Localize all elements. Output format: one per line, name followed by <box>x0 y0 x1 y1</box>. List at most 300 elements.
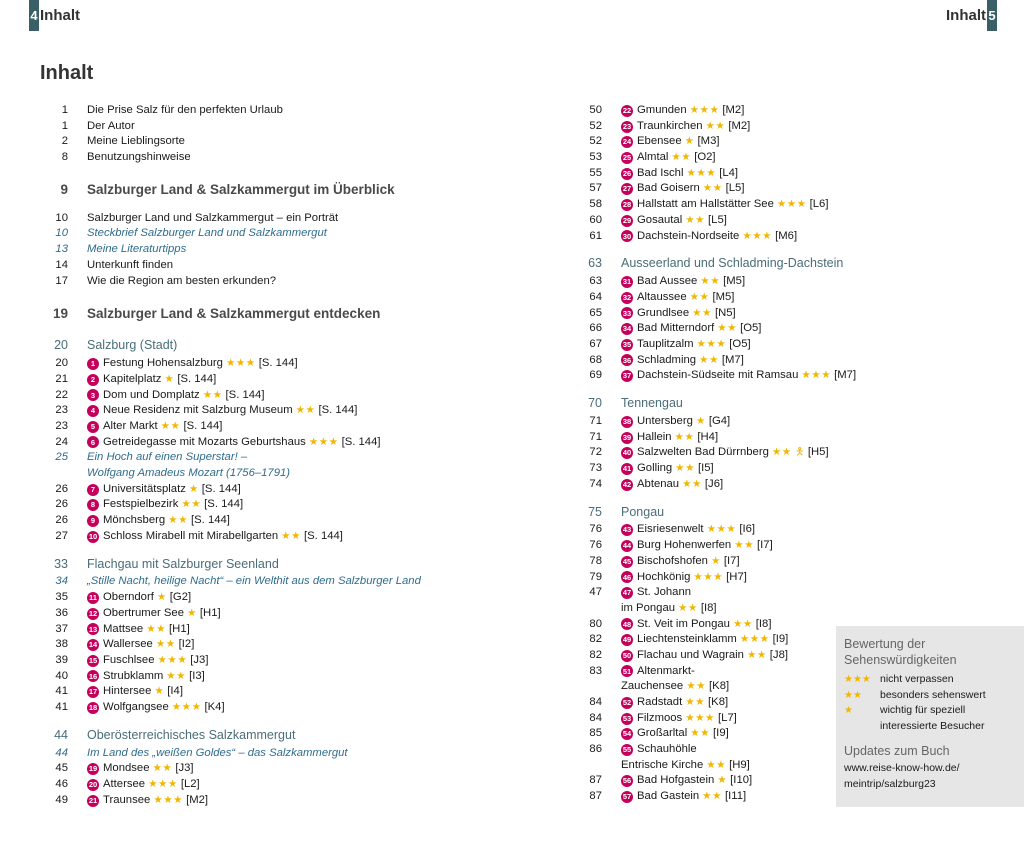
rating-stars: ★ <box>187 606 197 619</box>
sight-number-badge: 57 <box>622 792 632 802</box>
toc-entry[interactable] <box>574 197 856 213</box>
page-number: 66 <box>589 322 602 335</box>
toc-entry[interactable] <box>574 711 856 727</box>
map-reference: [S. 144] <box>318 404 358 417</box>
sight-number-badge: 8 <box>87 499 99 511</box>
map-reference: [I7] <box>757 539 773 552</box>
map-reference: [N5] <box>714 306 736 319</box>
map-reference: [J3] <box>190 653 209 666</box>
map-reference: [S. 144] <box>304 529 343 542</box>
sight-number-badge: 42 <box>622 479 632 489</box>
entry-title: Entrische Kirche <box>621 758 704 771</box>
map-reference: [L7] <box>717 711 737 724</box>
page-number: 84 <box>589 696 602 708</box>
legend-text: interessierte Besucher <box>880 719 985 732</box>
legend-stars: ★★ <box>844 689 862 701</box>
page-number: 76 <box>589 523 602 536</box>
toc-entry[interactable] <box>40 669 421 685</box>
running-header-right: Inhalt <box>946 7 986 24</box>
rating-stars: ★★ <box>295 404 316 417</box>
page-number: 67 <box>589 337 602 350</box>
page-number: 1 <box>61 119 68 132</box>
toc-entry[interactable] <box>574 321 856 337</box>
toc-entry[interactable] <box>40 637 421 653</box>
sight-number-badge: 39 <box>622 432 632 442</box>
section-heading[interactable] <box>40 336 421 356</box>
map-reference: [L5] <box>725 182 745 195</box>
toc-entry[interactable] <box>574 742 856 758</box>
rating-legend-box <box>836 626 1024 807</box>
toc-entry[interactable] <box>40 590 421 606</box>
entry-title: Benutzungshinweise <box>87 151 191 164</box>
sight-number-badge: 34 <box>622 324 632 334</box>
rating-stars: ★★ <box>674 430 695 443</box>
rating-stars: ★ <box>684 135 695 148</box>
rating-stars: ★★ <box>692 306 712 319</box>
section-heading[interactable] <box>40 726 421 746</box>
page-number: 80 <box>589 617 602 630</box>
map-reference: [M5] <box>712 290 735 303</box>
map-reference: [M6] <box>775 229 798 242</box>
rating-stars: ★★ <box>682 477 702 490</box>
toc-entry[interactable] <box>40 746 421 762</box>
entry-title: Schloss Mirabell mit Mirabellgarten <box>103 529 279 542</box>
page-number: 39 <box>55 653 68 666</box>
page-number: 53 <box>589 151 602 164</box>
entry-title: im Pongau <box>621 601 676 614</box>
rating-stars: ★★ <box>166 669 187 682</box>
sight-number-badge: 28 <box>622 200 632 210</box>
toc-entry[interactable] <box>574 522 856 538</box>
sight-number-badge: 7 <box>87 484 99 496</box>
rating-stars: ★★ <box>146 622 167 635</box>
toc-entry[interactable] <box>574 430 856 446</box>
toc-entry[interactable] <box>40 274 421 290</box>
page-number: 64 <box>589 290 602 303</box>
toc-entry[interactable] <box>40 388 421 404</box>
sight-number-badge: 46 <box>622 572 632 582</box>
section-heading[interactable] <box>40 554 421 574</box>
page-number: 82 <box>589 648 602 661</box>
page-number: 44 <box>54 727 68 742</box>
page-number: 71 <box>589 430 602 443</box>
toc-entry[interactable] <box>40 466 421 482</box>
page-number: 22 <box>55 388 68 401</box>
map-reference: [H9] <box>729 758 750 771</box>
entry-title: Traunsee <box>103 793 151 806</box>
map-reference: [I10] <box>730 774 753 787</box>
chapter-heading[interactable] <box>40 301 421 326</box>
legend-text: besonders sehenswert <box>880 688 986 701</box>
toc-entry[interactable] <box>574 414 856 430</box>
rating-stars: ★★★ <box>225 357 256 370</box>
entry-title: Oberndorf <box>103 591 154 604</box>
page-number: 21 <box>55 372 68 385</box>
entry-title: Dom und Domplatz <box>103 388 200 401</box>
updates-url-line1[interactable]: www.reise-know-how.de/ <box>844 762 960 774</box>
rating-stars: ★★★ <box>801 369 832 382</box>
sight-number-badge: 23 <box>622 121 632 131</box>
toc-entry[interactable] <box>574 664 856 680</box>
entry-title: Salzwelten Bad Dürrnberg <box>637 446 769 459</box>
map-reference: [I3] <box>189 669 205 682</box>
sight-number-badge: 38 <box>622 417 632 426</box>
entry-title: Burg Hohenwerfen <box>637 539 732 552</box>
rating-stars: ★★★ <box>693 570 724 583</box>
entry-title: Hochkönig <box>637 570 691 583</box>
page-number: 26 <box>55 498 68 511</box>
sight-number-badge: 19 <box>88 764 98 774</box>
toc-entry[interactable] <box>574 181 856 197</box>
toc-entry[interactable] <box>574 601 856 617</box>
entry-title: Bad Aussee <box>637 275 698 288</box>
page-number: 82 <box>589 633 602 646</box>
entry-title: St. Veit im Pongau <box>637 617 730 630</box>
map-reference: [M2] <box>186 793 209 806</box>
rating-stars: ★★ <box>706 758 727 771</box>
entry-title: Zauchensee <box>621 680 684 693</box>
sight-number-badge: 54 <box>622 729 632 739</box>
sight-number-badge: 24 <box>622 137 632 147</box>
map-reference: [S. 144] <box>258 357 298 370</box>
toc-entry[interactable] <box>574 150 856 166</box>
toc-entry[interactable] <box>40 700 421 716</box>
entry-title: Untersberg <box>637 415 693 427</box>
sight-number-badge: 29 <box>622 215 632 225</box>
entry-title: Wallersee <box>103 638 153 651</box>
rating-stars: ★★ <box>686 680 707 693</box>
toc-entry[interactable] <box>40 258 421 274</box>
map-reference: [I9] <box>772 633 789 646</box>
rating-stars: ★★★ <box>739 633 770 646</box>
rating-stars: ★★★ <box>685 711 715 724</box>
page-number: 13 <box>55 243 68 256</box>
sight-number-badge: 16 <box>88 671 98 681</box>
entry-title: Schauhöhle <box>637 743 697 756</box>
map-reference: [M5] <box>723 275 746 288</box>
toc-entry[interactable] <box>574 445 856 461</box>
rating-stars: ★★ <box>700 275 721 288</box>
toc-entry[interactable] <box>40 119 421 135</box>
entry-title: Filzmoos <box>637 711 683 724</box>
rating-stars: ★★★ <box>776 198 807 211</box>
map-reference: [K4] <box>204 700 225 713</box>
page-number: 84 <box>589 711 602 724</box>
entry-title: Getreidegasse mit Mozarts Geburtshaus <box>103 435 306 448</box>
rating-stars: ★★ <box>702 790 722 803</box>
toc-entry[interactable] <box>574 353 856 369</box>
page-number: 36 <box>55 606 68 619</box>
sight-number-badge: 5 <box>87 421 99 433</box>
sight-number-badge: 11 <box>87 592 99 604</box>
sight-number-badge: 49 <box>622 635 632 645</box>
toc-entry[interactable] <box>574 229 856 245</box>
toc-entry[interactable] <box>40 419 421 435</box>
map-reference: [K8] <box>708 696 729 708</box>
map-reference: [L6] <box>809 198 829 211</box>
entry-title: Attersee <box>103 778 146 790</box>
rating-stars: ★★ <box>690 727 711 740</box>
section-heading[interactable] <box>574 254 856 274</box>
page-number: 35 <box>55 591 68 604</box>
entry-title: Großarltal <box>637 727 688 740</box>
entry-title: Oberösterreichisches Salzkammergut <box>87 727 296 742</box>
toc-entry[interactable] <box>40 482 421 498</box>
toc-entry[interactable] <box>574 538 856 554</box>
map-reference: [I4] <box>167 685 183 698</box>
page-number: 86 <box>589 743 602 756</box>
page-number: 55 <box>589 166 602 179</box>
entry-title: „Stille Nacht, heilige Nacht“ – ein Welthit aus dem Salzburger Land <box>87 575 421 588</box>
entry-title: Salzburger Land & Salzkammergut im Überblick <box>87 182 395 198</box>
sight-number-badge: 3 <box>87 389 99 401</box>
toc-entry[interactable] <box>40 103 421 119</box>
toc-entry[interactable] <box>574 695 856 711</box>
toc-entry[interactable] <box>574 274 856 290</box>
map-reference: [J3] <box>175 762 194 775</box>
toc-entry[interactable] <box>574 617 856 633</box>
entry-title: Gmunden <box>637 104 687 116</box>
toc-entry[interactable] <box>40 777 421 793</box>
page-number: 63 <box>588 256 602 271</box>
map-reference: [O2] <box>694 151 716 164</box>
page-number: 14 <box>55 258 68 271</box>
map-reference: [L4] <box>719 166 739 179</box>
page-number: 10 <box>55 211 68 224</box>
page-number: 49 <box>55 793 68 806</box>
map-reference: [M7] <box>834 369 857 382</box>
toc-entry[interactable] <box>574 679 856 695</box>
page-number: 24 <box>55 435 68 448</box>
rating-stars: ★★ <box>168 514 188 527</box>
toc-entry[interactable] <box>40 574 421 590</box>
sight-number-badge: 2 <box>87 374 99 386</box>
rating-stars: ★★ <box>732 617 753 630</box>
entry-title: Radstadt <box>637 696 683 708</box>
page-number: 83 <box>589 664 602 677</box>
entry-title: Ein Hoch auf einen Superstar! – <box>87 451 248 464</box>
toc-entry[interactable] <box>40 513 421 529</box>
entry-title: Der Autor <box>87 119 135 132</box>
page-number: 44 <box>55 746 68 759</box>
page-number: 74 <box>589 477 602 490</box>
map-reference: [O5] <box>729 337 751 350</box>
toc-entry[interactable] <box>40 226 421 242</box>
toc-entry[interactable] <box>40 356 421 372</box>
entry-title: Ebensee <box>637 135 682 148</box>
toc-entry[interactable] <box>574 758 856 774</box>
page-number: 76 <box>589 539 602 552</box>
toc-entry[interactable] <box>574 134 856 150</box>
rating-stars: ★ <box>154 685 165 698</box>
sight-number-badge: 12 <box>88 608 98 618</box>
toc-entry[interactable] <box>574 477 856 493</box>
page-number: 10 <box>55 227 68 240</box>
toc-entry[interactable] <box>574 166 856 182</box>
sight-number-badge: 32 <box>622 292 632 302</box>
map-reference: [S. 144] <box>191 514 230 527</box>
toc-entry[interactable] <box>574 368 856 384</box>
page-title: Inhalt <box>40 62 94 84</box>
chapter-heading[interactable] <box>40 178 421 203</box>
toc-entry[interactable] <box>40 606 421 622</box>
map-reference: [I7] <box>723 554 740 567</box>
entry-title: Meine Literaturtipps <box>87 243 187 256</box>
legend-row <box>844 672 1016 688</box>
legend-stars <box>844 719 880 735</box>
toc-right-column <box>574 103 856 805</box>
toc-entry[interactable] <box>40 403 421 419</box>
entry-title: Mondsee <box>103 762 150 775</box>
rating-stars: ★★★ <box>148 778 178 790</box>
legend-title-line2: Sehenswürdigkeiten <box>844 653 957 667</box>
page-number: 38 <box>55 638 68 651</box>
legend-list <box>836 668 1024 734</box>
page-number: 41 <box>55 685 68 698</box>
page-number: 23 <box>55 404 68 417</box>
toc-entry[interactable] <box>574 726 856 742</box>
toc-entry[interactable] <box>574 461 856 477</box>
sight-number-badge: 6 <box>87 436 99 448</box>
map-reference: [S. 144] <box>177 372 217 385</box>
entry-title: Ausseerland und Schladming-Dachstein <box>621 256 844 271</box>
page-number: 45 <box>55 762 68 775</box>
toc-entry[interactable] <box>574 306 856 322</box>
entry-title: Traunkirchen <box>637 119 703 132</box>
rating-stars: ★★ <box>678 601 698 614</box>
page-number: 57 <box>589 182 602 195</box>
entry-title: Wie die Region am besten erkunden? <box>87 274 277 287</box>
toc-entry[interactable] <box>40 242 421 258</box>
entry-title: Universitätsplatz <box>103 482 186 495</box>
toc-entry[interactable] <box>574 773 856 789</box>
updates-url-line2[interactable]: meintrip/salzburg23 <box>844 778 936 790</box>
sight-number-badge: 15 <box>88 655 98 665</box>
entry-title: Flachgau mit Salzburger Seenland <box>87 556 279 571</box>
toc-entry[interactable] <box>574 337 856 353</box>
toc-entry[interactable] <box>40 134 421 150</box>
sight-number-badge: 50 <box>622 650 632 660</box>
toc-entry[interactable] <box>574 789 856 805</box>
toc-entry[interactable] <box>40 435 421 451</box>
entry-title: Salzburger Land & Salzkammergut entdecken <box>87 305 381 321</box>
entry-title: Meine Lieblingsorte <box>87 135 185 148</box>
updates-heading: Updates zum Buch <box>844 744 950 758</box>
entry-title: Wolfgangsee <box>103 700 169 713</box>
toc-entry[interactable] <box>40 372 421 388</box>
map-reference: [M2] <box>722 104 745 116</box>
entry-title: Im Land des „weißen Goldes“ – das Salzkammergut <box>87 746 348 759</box>
page-number: 47 <box>589 586 602 599</box>
entry-title: Bad Mitterndorf <box>637 322 715 335</box>
rating-stars: ★★ <box>202 388 223 401</box>
page-number: 87 <box>589 790 602 803</box>
toc-entry[interactable] <box>574 554 856 570</box>
sight-number-badge: 47 <box>622 588 632 598</box>
entry-title: Abtenau <box>637 477 680 490</box>
page-number: 26 <box>55 482 68 495</box>
rating-stars: ★★★ <box>686 166 717 179</box>
page-number: 34 <box>55 575 68 588</box>
page-number: 79 <box>589 570 602 583</box>
page-number: 69 <box>589 369 602 382</box>
sight-number-badge: 52 <box>622 698 632 707</box>
section-heading[interactable] <box>574 502 856 522</box>
page-number: 19 <box>52 305 68 321</box>
toc-entry[interactable] <box>574 119 856 135</box>
toc-entry[interactable] <box>574 103 856 119</box>
legend-text: wichtig für speziell <box>880 704 966 716</box>
map-reference: [H1] <box>169 622 190 635</box>
toc-entry[interactable] <box>40 497 421 513</box>
page-number: 78 <box>589 554 602 567</box>
entry-title: Unterkunft finden <box>87 258 174 271</box>
sight-number-badge: 22 <box>622 106 632 115</box>
toc-entry[interactable] <box>40 622 421 638</box>
toc-entry[interactable] <box>40 150 421 166</box>
toc-entry[interactable] <box>574 290 856 306</box>
page-number: 37 <box>55 622 68 635</box>
sight-number-badge: 48 <box>622 619 632 629</box>
page-number-left: 4 <box>29 0 39 31</box>
entry-title: Festspielbezirk <box>103 498 179 511</box>
rating-stars: ★★ <box>685 213 706 226</box>
map-reference: [S. 144] <box>183 419 223 432</box>
entry-title: Grundlsee <box>637 306 690 319</box>
sight-number-badge: 25 <box>622 153 632 163</box>
toc-entry[interactable] <box>574 570 856 586</box>
page-number: 20 <box>55 357 68 370</box>
map-reference: [M7] <box>721 353 744 366</box>
map-reference: [J6] <box>704 477 724 490</box>
page-number: 27 <box>55 529 68 542</box>
map-reference: [J8] <box>769 648 789 661</box>
sight-number-badge: 27 <box>622 184 632 194</box>
page-number: 40 <box>55 669 68 682</box>
toc-entry[interactable] <box>574 632 856 648</box>
page-number: 26 <box>55 514 68 527</box>
rating-stars: ★★ <box>181 498 202 511</box>
toc-entry[interactable] <box>574 648 856 664</box>
toc-entry[interactable] <box>40 450 421 466</box>
toc-entry[interactable] <box>40 761 421 777</box>
map-reference: [I8] <box>755 617 772 630</box>
map-reference: [G4] <box>708 415 731 427</box>
map-reference: [I5] <box>698 462 714 475</box>
toc-entry[interactable] <box>574 585 856 601</box>
toc-entry[interactable] <box>40 684 421 700</box>
rating-stars: ★★★ <box>171 700 202 713</box>
rating-stars: ★★ <box>689 290 710 303</box>
sight-number-badge: 26 <box>622 168 632 178</box>
toc-entry[interactable] <box>40 529 421 545</box>
map-reference: [I6] <box>739 523 756 536</box>
toc-entry[interactable] <box>574 213 856 229</box>
section-heading[interactable] <box>574 394 856 414</box>
toc-entry[interactable] <box>40 793 421 809</box>
rating-stars: ★★ <box>685 696 706 708</box>
rating-stars: ★★ <box>281 529 301 542</box>
toc-entry[interactable] <box>40 211 421 227</box>
rating-stars: ★★ <box>152 762 173 775</box>
rating-stars: ★★ <box>160 419 181 432</box>
page-number: 68 <box>589 353 602 366</box>
entry-title: Neue Residenz mit Salzburg Museum <box>103 404 293 417</box>
entry-title: Almtal <box>637 151 669 164</box>
entry-title: Golling <box>637 462 673 475</box>
toc-entry[interactable] <box>40 653 421 669</box>
legend-stars: ★ <box>844 705 853 716</box>
